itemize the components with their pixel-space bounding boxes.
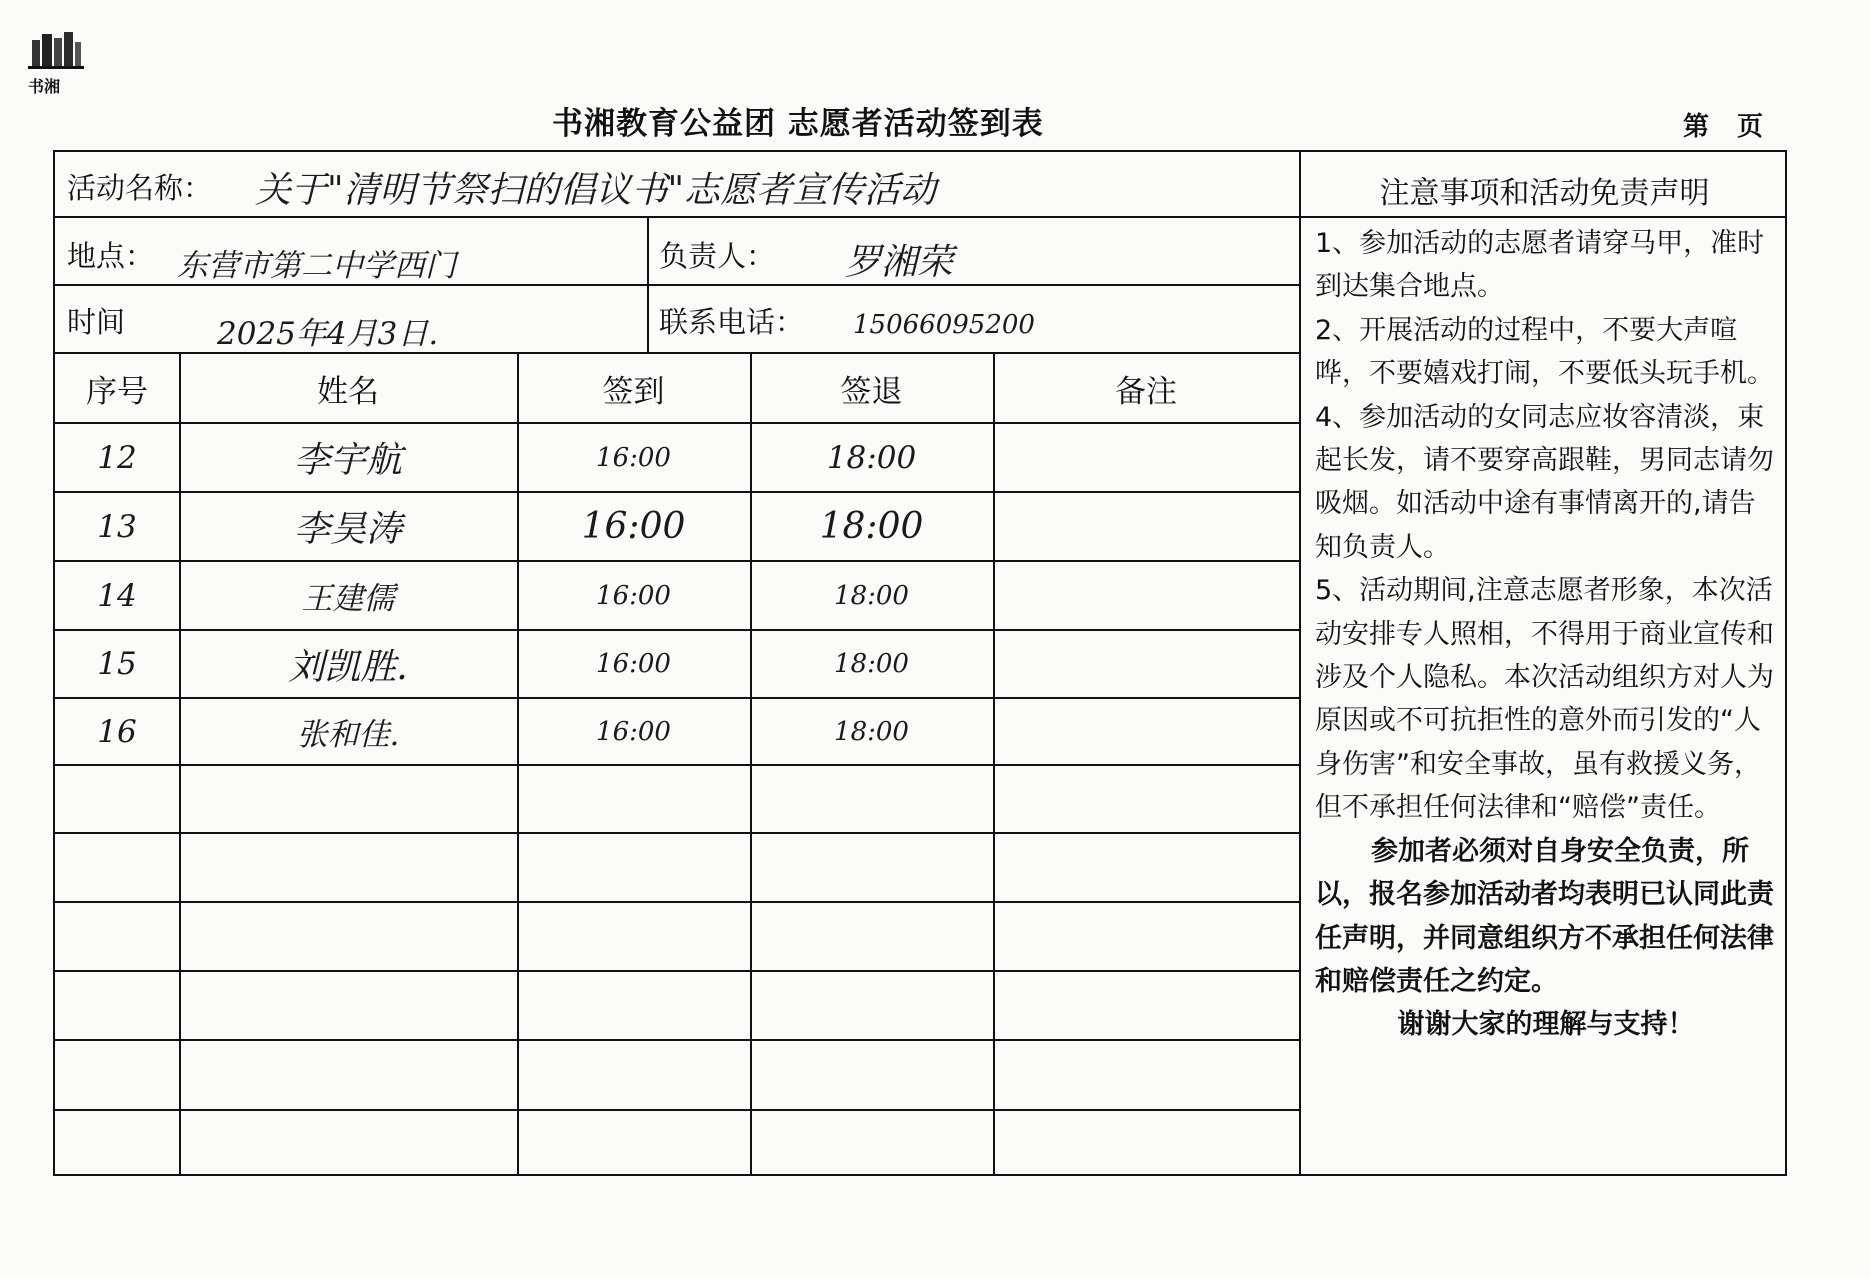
notes-title: 注意事项和活动免责声明 bbox=[1379, 176, 1710, 211]
header-no: 序号 bbox=[86, 374, 148, 410]
notes-divider bbox=[1299, 152, 1301, 1174]
header-notes: 备注 bbox=[1115, 374, 1177, 410]
notes-item: 1、参加活动的志愿者请穿马甲，准时到达集合地点。 bbox=[1315, 228, 1765, 303]
row-note bbox=[993, 631, 1299, 697]
row-note bbox=[993, 699, 1299, 764]
notes-body bbox=[1315, 222, 1777, 1047]
page-number bbox=[1683, 106, 1791, 143]
table-row-line bbox=[55, 764, 1299, 766]
phone-value: 15066095200 bbox=[853, 310, 1035, 340]
page-number-suffix: 页 bbox=[1737, 112, 1764, 142]
table-row-line bbox=[55, 970, 1299, 972]
place-value: 东营市第二中学西门 bbox=[177, 248, 456, 284]
table-row-line bbox=[55, 1039, 1299, 1041]
info-row-line-1 bbox=[55, 216, 1299, 218]
row-no: 16 bbox=[97, 713, 137, 750]
row-no: 14 bbox=[97, 577, 137, 614]
sign-in-sheet bbox=[53, 150, 1787, 1176]
page-number-prefix: 第 bbox=[1683, 112, 1710, 142]
row-sign-in: 16:00 bbox=[596, 716, 671, 747]
notes-title-underline bbox=[1299, 216, 1785, 218]
time-value: 2025年4月3日. bbox=[217, 316, 439, 352]
header-name: 姓名 bbox=[317, 374, 379, 410]
row-no: 15 bbox=[97, 646, 137, 682]
row-sign-in: 16:00 bbox=[581, 506, 686, 547]
phone-label: 联系电话： bbox=[659, 305, 805, 339]
row-name: 李昊涛 bbox=[293, 509, 402, 550]
notes-item: 5、活动期间,注意志愿者形象，本次活动安排专人照相，不得用于商业宣传和涉及个人隐私。本次活动组织方对人为原因或不可抗拒性的意外而引发的“人身伤害”和安全事故，虽有救援义务，但不承担任何法律和“赔偿”责任。 bbox=[1315, 575, 1774, 824]
activity-value: 关于"清明节祭扫的倡议书"志愿者宣传活动 bbox=[255, 170, 937, 211]
library-logo-icon bbox=[28, 30, 84, 70]
notes-thanks: 谢谢大家的理解与支持！ bbox=[1397, 1009, 1695, 1041]
notes-item: 2、开展活动的过程中，不要大声喧哗，不要嬉戏打闹，不要低头玩手机。 bbox=[1315, 314, 1774, 390]
table-row-line bbox=[55, 1109, 1299, 1111]
row-sign-out: 18:00 bbox=[826, 439, 917, 476]
page-title: 书湘教育公益团 志愿者活动签到表 bbox=[552, 106, 1044, 142]
logo-text: 书湘 bbox=[28, 77, 61, 96]
notes-item: 4、参加活动的女同志应妆容清淡，束起长发，请不要穿高跟鞋，男同志请勿吸烟。如活动中途有事情离开的,请告知负责人。 bbox=[1315, 401, 1774, 563]
row-sign-in: 16:00 bbox=[596, 649, 671, 679]
row-sign-out: 18:00 bbox=[834, 649, 909, 679]
table-row-line bbox=[55, 832, 1299, 834]
row-name: 李宇航 bbox=[293, 440, 402, 481]
activity-label: 活动名称： bbox=[67, 171, 213, 205]
info-mid-divider bbox=[647, 216, 649, 352]
row-sign-in: 16:00 bbox=[596, 442, 671, 473]
row-no: 13 bbox=[97, 508, 137, 545]
row-sign-out: 18:00 bbox=[834, 716, 909, 747]
logo bbox=[22, 30, 92, 100]
row-name: 王建儒 bbox=[301, 581, 395, 617]
header-sign-out: 签退 bbox=[840, 374, 903, 410]
table-row-line bbox=[55, 901, 1299, 903]
row-sign-in: 16:00 bbox=[596, 580, 671, 611]
place-label: 地点： bbox=[67, 239, 155, 273]
row-note bbox=[993, 493, 1299, 560]
row-name: 张和佳. bbox=[296, 717, 400, 753]
time-label: 时间 bbox=[67, 305, 126, 339]
row-note bbox=[993, 562, 1299, 629]
leader-label: 负责人： bbox=[659, 239, 776, 273]
leader-value: 罗湘荣 bbox=[845, 242, 954, 283]
notes-bold-statement: 参加者必须对自身安全负责，所以，报名参加活动者均表明已认同此责任声明，并同意组织方不承担任何法律和赔偿责任之约定。 bbox=[1315, 835, 1774, 997]
header-sign-in: 签到 bbox=[602, 374, 665, 410]
row-note bbox=[993, 424, 1299, 491]
row-name: 刘凯胜. bbox=[288, 646, 408, 688]
row-sign-out: 18:00 bbox=[819, 506, 924, 547]
row-sign-out: 18:00 bbox=[834, 580, 909, 611]
row-no: 12 bbox=[97, 439, 137, 476]
